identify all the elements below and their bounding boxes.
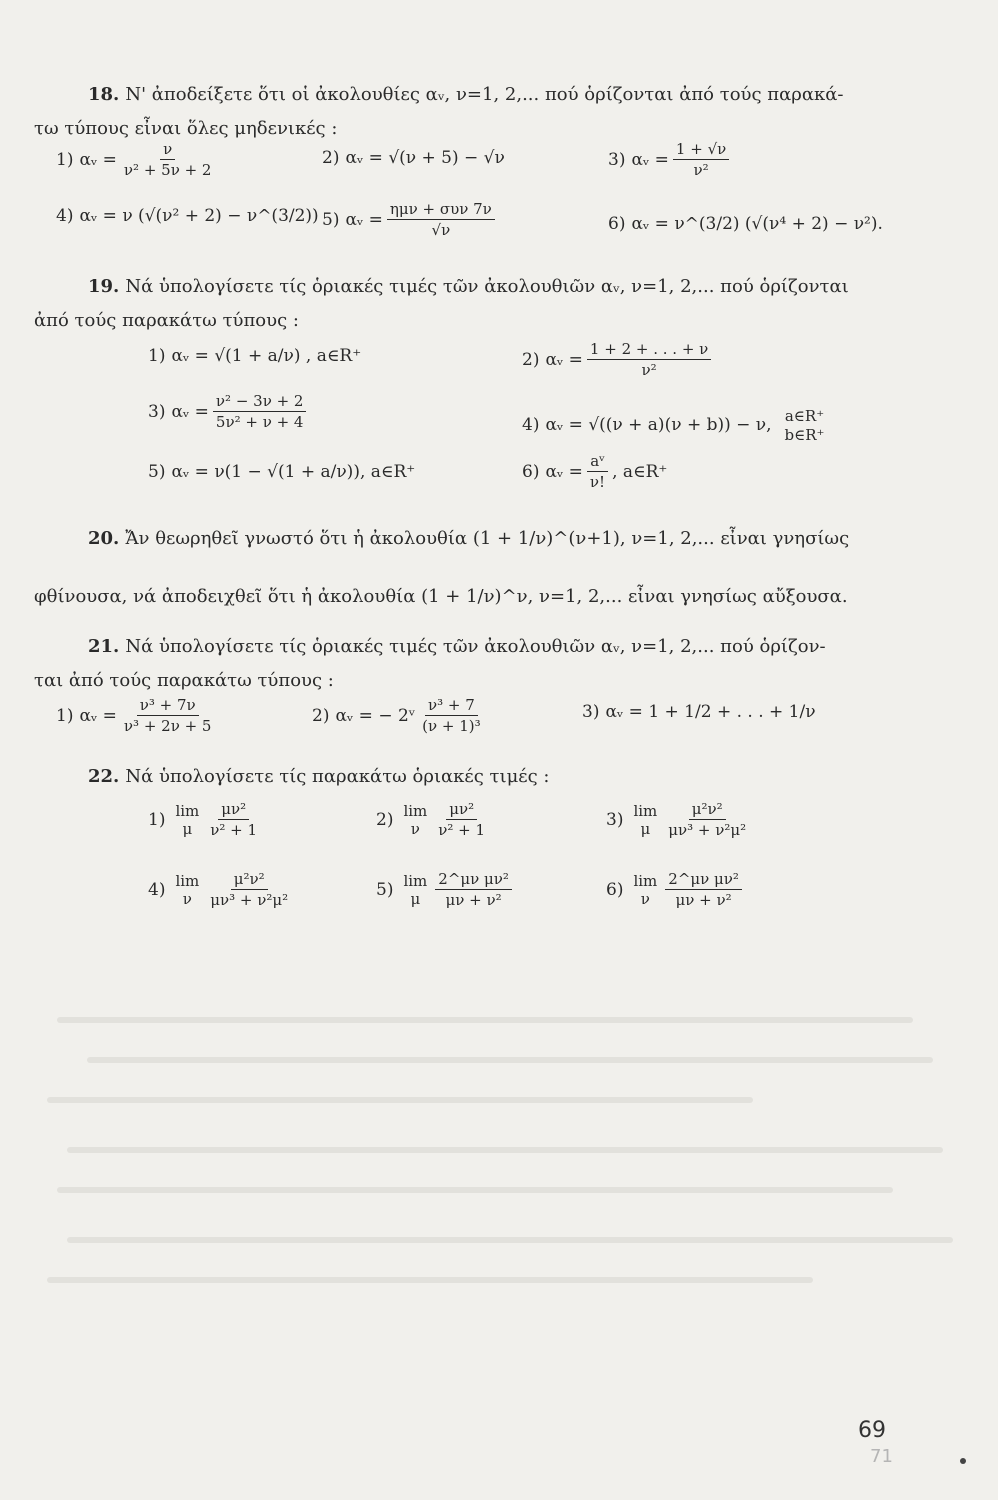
formula-label: 2): [522, 349, 540, 370]
statement-line-2: ται ἀπό τούς παρακάτω τύπους :: [34, 670, 334, 691]
numerator: ν² − 3ν + 2: [213, 392, 307, 412]
lim-variable: ν: [182, 889, 192, 908]
denominator: ν² + 5ν + 2: [123, 161, 212, 179]
denominator: ν² + 1: [210, 821, 258, 839]
exercise-number: 18.: [88, 84, 120, 105]
statement-line-1: Νά ὑπολογίσετε τίς παρακάτω ὁριακές τιμές :: [125, 766, 550, 787]
statement-line-2: φθίνουσα, νά ἀποδειχθεῖ ὅτι ἡ ἀκολουθία (1 + 1/ν)^ν, ν=1, 2,... εἶναι γνησίως αὔξουσα.: [34, 586, 848, 607]
lim-word: lim: [403, 801, 428, 820]
formula-label: 6): [608, 214, 626, 234]
lim-word: lim: [633, 871, 658, 890]
denominator: μν³ + ν²μ²: [668, 821, 747, 839]
lim-variable: μ: [410, 889, 421, 908]
formula-label: 1): [148, 346, 166, 366]
fraction: [587, 340, 711, 379]
limit-22-2: [376, 800, 492, 839]
fraction: [213, 392, 307, 431]
formula-expression: αᵥ = 1 + 1/2 + . . . + 1/ν: [605, 702, 816, 722]
formula-label: 3): [606, 809, 624, 830]
formula-label: 6): [606, 879, 624, 900]
numerator: μν²: [446, 800, 477, 820]
formula-expression: αᵥ = √(1 + a/ν) , a∈R⁺: [171, 346, 362, 366]
limit-operator: [403, 802, 427, 838]
fraction: [387, 200, 495, 239]
formula-expression: αᵥ = √((ν + a)(ν + b)) − ν,: [545, 415, 772, 435]
formula-label: 4): [56, 206, 74, 226]
exercise-20-statement: [88, 522, 918, 556]
lim-word: lim: [175, 871, 200, 890]
formula-label: 5): [322, 209, 340, 230]
formula-18-1: [56, 140, 218, 179]
exercise-number: 20.: [88, 528, 120, 549]
formula-lhs: αᵥ =: [171, 401, 209, 422]
exercise-number: 22.: [88, 766, 120, 787]
numerator: 2^μν μν²: [435, 870, 512, 890]
formula-label: 1): [148, 809, 166, 830]
numerator: 1 + √ν: [673, 140, 729, 160]
numerator: 1 + 2 + . . . + ν: [587, 340, 711, 360]
denominator: μν³ + ν²μ²: [210, 891, 289, 909]
exercise-22-statement: [88, 760, 918, 794]
statement-line-1: Νά ὑπολογίσετε τίς ὁριακές τιμές τῶν ἀκολουθιῶν αᵥ, ν=1, 2,... πού ὁρίζον-: [125, 636, 826, 657]
limit-operator: [633, 872, 657, 908]
numerator: μν²: [218, 800, 249, 820]
denominator: ν²: [641, 361, 657, 379]
lim-variable: ν: [640, 889, 650, 908]
formula-19-3: [148, 392, 310, 431]
fraction: [665, 800, 749, 839]
formula-label: 4): [148, 879, 166, 900]
formula-lhs: αᵥ =: [545, 349, 583, 370]
lim-word: lim: [633, 801, 658, 820]
fraction: [207, 800, 260, 839]
denominator: ν³ + 2ν + 5: [123, 717, 212, 735]
numerator: ν: [160, 140, 175, 160]
fraction: [121, 140, 215, 179]
formula-label: 4): [522, 415, 540, 435]
lim-variable: μ: [640, 819, 651, 838]
formula-21-1: [56, 696, 218, 735]
numerator: μ²ν²: [689, 800, 726, 820]
limit-22-1: [148, 800, 264, 839]
formula-label: 5): [376, 879, 394, 900]
statement-line-1: Ν' ἀποδείξετε ὅτι οἱ ἀκολουθίες αᵥ, ν=1, 2,... πού ὁρίζονται ἀπό τούς παρακά-: [125, 84, 844, 105]
numerator: ημν + συν 7ν: [387, 200, 495, 220]
page-number: 69: [858, 1418, 886, 1443]
ink-dot: [960, 1458, 966, 1464]
formula-label: 3): [148, 401, 166, 422]
fraction: [587, 452, 608, 491]
denominator: μν + ν²: [445, 891, 502, 909]
lim-variable: μ: [182, 819, 193, 838]
formula-lhs: αᵥ = − 2ᵛ: [335, 705, 416, 726]
formula-lhs: αᵥ =: [545, 461, 583, 482]
exercise-19-statement: [34, 270, 918, 338]
limit-operator: [175, 802, 199, 838]
fraction: [673, 140, 729, 179]
limit-22-4: [148, 870, 295, 909]
bleed-through-shadow: [30, 1000, 970, 1300]
limit-operator: [175, 872, 199, 908]
fraction: [121, 696, 215, 735]
fraction: [435, 870, 512, 909]
formula-label: 6): [522, 461, 540, 482]
condition-a: a∈R⁺: [784, 407, 825, 425]
denominator: (ν + 1)³: [422, 717, 481, 735]
formula-label: 1): [56, 149, 74, 170]
statement-line-2: τω τύπους εἶναι ὅλες μηδενικές :: [34, 118, 338, 139]
denominator: ν²: [693, 161, 709, 179]
exercise-18-statement: [34, 78, 918, 146]
formula-expression: αᵥ = √(ν + 5) − √ν: [345, 148, 505, 168]
limit-22-3: [606, 800, 753, 839]
exercise-21-statement: [34, 630, 918, 698]
formula-19-4: [522, 406, 831, 444]
formula-18-6: [608, 214, 883, 234]
fraction: [435, 800, 488, 839]
bleed-page-number: 71: [870, 1446, 893, 1467]
formula-18-5: [322, 200, 499, 239]
limit-22-5: [376, 870, 516, 909]
statement-line-2: ἀπό τούς παρακάτω τύπους :: [34, 310, 299, 331]
denominator: √ν: [431, 221, 451, 239]
formula-21-3: [582, 702, 816, 722]
formula-18-4: [56, 206, 319, 226]
exercise-20-statement-cont: [34, 580, 918, 614]
formula-18-2: [322, 148, 505, 168]
formula-19-1: [148, 346, 361, 366]
formula-expression: αᵥ = ν^(3/2) (√(ν⁴ + 2) − ν²).: [631, 214, 883, 234]
lim-variable: ν: [410, 819, 420, 838]
statement-line-1: Νά ὑπολογίσετε τίς ὁριακές τιμές τῶν ἀκολουθιῶν αᵥ, ν=1, 2,... πού ὁρίζονται: [125, 276, 849, 297]
numerator: μ²ν²: [231, 870, 268, 890]
formula-lhs: αᵥ =: [79, 149, 117, 170]
lim-word: lim: [403, 871, 428, 890]
exercise-number: 19.: [88, 276, 120, 297]
fraction: [207, 870, 291, 909]
formula-lhs: αᵥ =: [631, 149, 669, 170]
denominator: ν!: [589, 473, 606, 491]
lim-word: lim: [175, 801, 200, 820]
bleed-through-lines: [30, 1000, 970, 1300]
formula-21-2: [312, 696, 488, 735]
fraction: [665, 870, 742, 909]
formula-label: 1): [56, 705, 74, 726]
formula-19-5: [148, 462, 415, 482]
formula-tail: , a∈R⁺: [612, 461, 668, 482]
formula-label: 3): [608, 149, 626, 170]
formula-18-3: [608, 140, 733, 179]
formula-label: 2): [376, 809, 394, 830]
numerator: 2^μν μν²: [665, 870, 742, 890]
formula-label: 2): [322, 148, 340, 168]
formula-label: 2): [312, 705, 330, 726]
condition-b: b∈R⁺: [784, 426, 825, 444]
numerator: ν³ + 7ν: [137, 696, 199, 716]
statement-line-1: Ἄν θεωρηθεῖ γνωστό ὅτι ἡ ἀκολουθία (1 + 1/ν)^(ν+1), ν=1, 2,... εἶναι γνησίως: [125, 528, 850, 549]
formula-expression: αᵥ = ν (√(ν² + 2) − ν^(3/2)): [79, 206, 319, 226]
conditions: [782, 406, 828, 444]
numerator: aᵛ: [587, 452, 608, 472]
denominator: ν² + 1: [438, 821, 486, 839]
formula-label: 5): [148, 462, 166, 482]
formula-lhs: αᵥ =: [79, 705, 117, 726]
exercise-number: 21.: [88, 636, 120, 657]
limit-operator: [633, 802, 657, 838]
denominator: μν + ν²: [675, 891, 732, 909]
limit-operator: [403, 872, 427, 908]
formula-expression: αᵥ = ν(1 − √(1 + a/ν)), a∈R⁺: [171, 462, 416, 482]
formula-19-6: [522, 452, 667, 491]
denominator: 5ν² + ν + 4: [215, 413, 304, 431]
limit-22-6: [606, 870, 746, 909]
numerator: ν³ + 7: [425, 696, 478, 716]
fraction: [419, 696, 483, 735]
formula-label: 3): [582, 702, 600, 722]
formula-lhs: αᵥ =: [345, 209, 383, 230]
formula-19-2: [522, 340, 715, 379]
